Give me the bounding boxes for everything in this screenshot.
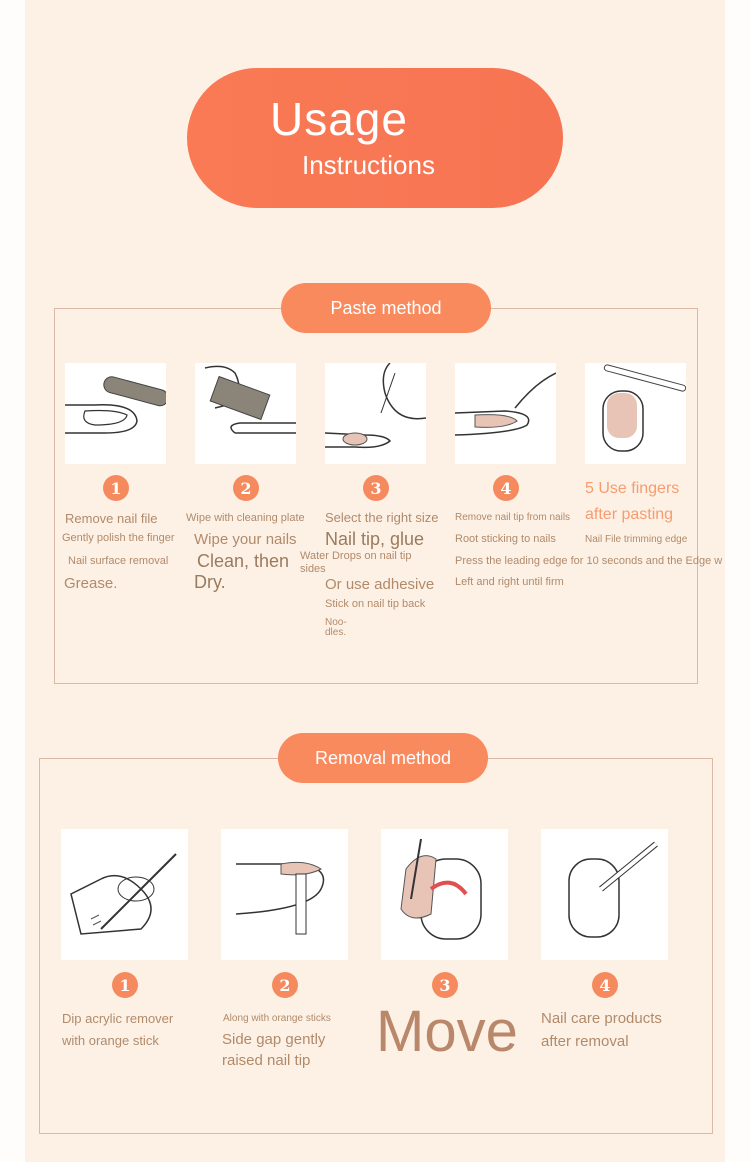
paste-step-3-text: Select the right size: [325, 510, 439, 525]
page-title: Usage: [270, 93, 408, 145]
paste-step-1-text: Grease.: [64, 575, 118, 592]
paste-step-4-number: 4: [493, 475, 519, 501]
paste-step-3-text: sides: [300, 563, 326, 575]
paste-step-4-illustration: [455, 363, 556, 464]
paste-step-3-text: Noo-: [325, 617, 347, 628]
paste-step-2-text: Wipe with cleaning plate: [186, 512, 305, 524]
paste-step-4-text: Press the leading edge for 10 seconds and the Edge w: [455, 555, 723, 567]
paste-step-2-text: Dry.: [194, 572, 226, 592]
paste-step-5-text: after pasting: [585, 506, 674, 523]
removal-step-2-text: raised nail tip: [222, 1052, 311, 1069]
removal-step-1-illustration: [61, 829, 188, 960]
paste-step-3-text: dles.: [325, 627, 347, 638]
paste-step-1-number: 1: [103, 475, 129, 501]
paste-step-2-illustration: [195, 363, 296, 464]
paste-step-1-text: Remove nail file: [65, 511, 158, 526]
removal-step-1-number: 1: [112, 972, 138, 998]
paste-step-1-text: Gently polish the finger: [62, 532, 175, 544]
paste-step-5-text: 5 Use fingers: [585, 480, 680, 497]
paste-step-4-text: Left and right until firm: [455, 576, 564, 588]
removal-step-4-illustration: [541, 829, 668, 960]
paste-step-1-text: Nail surface removal: [68, 555, 169, 567]
paste-step-2-text: Clean, then: [197, 551, 290, 571]
removal-method-heading: Removal method: [278, 733, 488, 783]
removal-step-2-text: Along with orange sticks: [223, 1013, 331, 1024]
removal-step-4-text: Nail care products: [541, 1010, 662, 1027]
paste-step-3-text: Nail tip, glue: [325, 529, 425, 549]
removal-step-2-illustration: [221, 829, 348, 960]
paste-step-3-text: Or use adhesive: [325, 576, 435, 593]
removal-step-3-text: Move: [376, 999, 518, 1064]
paste-step-5-text: Nail File trimming edge: [585, 534, 688, 545]
paste-step-2-number: 2: [233, 475, 259, 501]
removal-step-2-text: Side gap gently: [222, 1031, 326, 1048]
paste-step-3-illustration: [325, 363, 426, 464]
paste-step-2-text: Wipe your nails: [194, 531, 297, 548]
paste-step-5-illustration: [585, 363, 686, 464]
paste-method-heading: Paste method: [281, 283, 491, 333]
paste-step-3-number: 3: [363, 475, 389, 501]
paste-step-3-text: Water Drops on nail tip: [300, 550, 412, 562]
removal-step-3-illustration: [381, 829, 508, 960]
paste-step-4-text: Root sticking to nails: [455, 533, 556, 545]
removal-step-1-text: Dip acrylic remover: [62, 1011, 174, 1026]
removal-step-1-text: with orange stick: [62, 1033, 159, 1048]
paste-step-1-illustration: [65, 363, 166, 464]
page-subtitle: Instructions: [302, 150, 435, 180]
paste-step-4-text: Remove nail tip from nails: [455, 512, 571, 523]
paste-step-3-text: Stick on nail tip back: [325, 598, 426, 610]
removal-step-3-number: 3: [432, 972, 458, 998]
removal-step-4-text: after removal: [541, 1033, 629, 1050]
removal-step-4-number: 4: [592, 972, 618, 998]
removal-step-2-number: 2: [272, 972, 298, 998]
